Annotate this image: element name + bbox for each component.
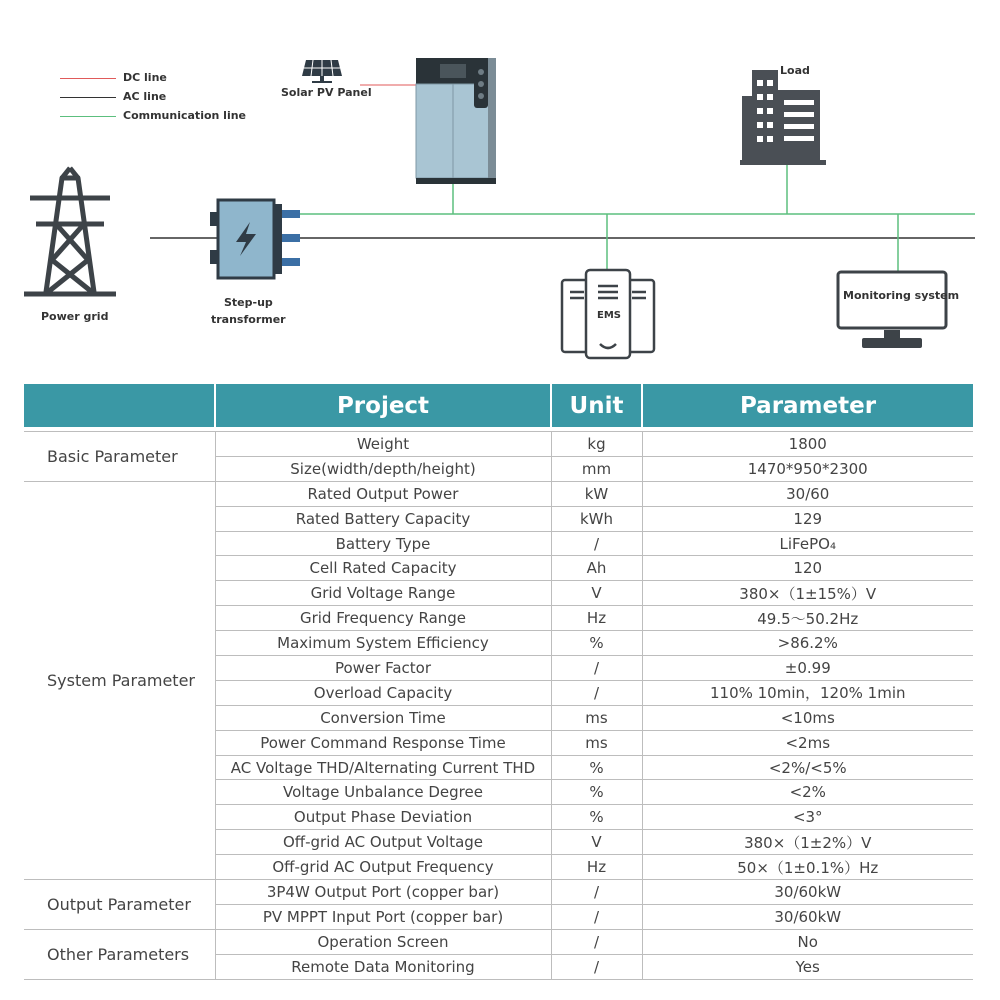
load-label: Load: [780, 64, 810, 77]
transformer-label-1: Step-up: [224, 296, 273, 309]
project-cell: Off-grid AC Output Voltage: [215, 830, 551, 855]
unit-cell: kWh: [551, 506, 642, 531]
table-row: [24, 481, 973, 506]
project-cell: Output Phase Deviation: [215, 805, 551, 830]
header-group: [24, 384, 215, 427]
unit-cell: %: [551, 780, 642, 805]
project-cell: Weight: [215, 432, 551, 457]
solar-label: Solar PV Panel: [281, 86, 372, 99]
unit-cell: kW: [551, 481, 642, 506]
header-project: Project: [215, 384, 551, 427]
group-cell: Basic Parameter: [24, 432, 215, 482]
unit-cell: ms: [551, 730, 642, 755]
parameter-cell: 50×（1±0.1%）Hz: [642, 855, 973, 880]
unit-cell: %: [551, 755, 642, 780]
unit-cell: %: [551, 805, 642, 830]
table-row: [24, 432, 973, 457]
unit-cell: V: [551, 830, 642, 855]
parameter-cell: 30/60kW: [642, 880, 973, 905]
solar-panel-icon: [302, 60, 342, 83]
unit-cell: Hz: [551, 855, 642, 880]
unit-cell: /: [551, 954, 642, 979]
legend-ac-label: AC line: [123, 90, 167, 103]
unit-cell: /: [551, 656, 642, 681]
project-cell: Remote Data Monitoring: [215, 954, 551, 979]
project-cell: PV MPPT Input Port (copper bar): [215, 904, 551, 929]
project-cell: Power Command Response Time: [215, 730, 551, 755]
project-cell: AC Voltage THD/Alternating Current THD: [215, 755, 551, 780]
transformer-label-2: transformer: [211, 313, 286, 326]
table-row: [24, 929, 973, 954]
unit-cell: /: [551, 904, 642, 929]
project-cell: Rated Battery Capacity: [215, 506, 551, 531]
project-cell: Rated Output Power: [215, 481, 551, 506]
legend-comm-label: Communication line: [123, 109, 247, 122]
parameter-cell: <2%: [642, 780, 973, 805]
legend-dc-label: DC line: [123, 71, 167, 84]
table-row: [24, 880, 973, 905]
parameter-cell: 1470*950*2300: [642, 456, 973, 481]
parameter-cell: <2%/<5%: [642, 755, 973, 780]
transformer-icon: [210, 200, 300, 278]
unit-cell: V: [551, 581, 642, 606]
group-cell: Other Parameters: [24, 929, 215, 979]
project-cell: Grid Frequency Range: [215, 606, 551, 631]
parameter-cell: 30/60: [642, 481, 973, 506]
parameter-cell: 129: [642, 506, 973, 531]
parameter-cell: 380×（1±15%）V: [642, 581, 973, 606]
unit-cell: mm: [551, 456, 642, 481]
project-cell: Battery Type: [215, 531, 551, 556]
group-cell: System Parameter: [24, 481, 215, 879]
project-cell: Size(width/depth/height): [215, 456, 551, 481]
project-cell: 3P4W Output Port (copper bar): [215, 880, 551, 905]
table-header-row: [24, 384, 973, 427]
spec-table: [24, 384, 973, 980]
header-parameter: Parameter: [642, 384, 973, 427]
project-cell: Cell Rated Capacity: [215, 556, 551, 581]
storage-cabinet-icon: [416, 58, 496, 184]
parameter-cell: 1800: [642, 432, 973, 457]
unit-cell: /: [551, 531, 642, 556]
system-diagram: [0, 0, 1000, 372]
unit-cell: /: [551, 929, 642, 954]
parameter-cell: <10ms: [642, 705, 973, 730]
parameter-cell: Yes: [642, 954, 973, 979]
unit-cell: /: [551, 680, 642, 705]
project-cell: Overload Capacity: [215, 680, 551, 705]
parameter-cell: <2ms: [642, 730, 973, 755]
project-cell: Off-grid AC Output Frequency: [215, 855, 551, 880]
parameter-cell: 49.5～50.2Hz: [642, 606, 973, 631]
parameter-cell: >86.2%: [642, 631, 973, 656]
building-icon: [740, 70, 826, 165]
unit-cell: %: [551, 631, 642, 656]
project-cell: Grid Voltage Range: [215, 581, 551, 606]
parameter-cell: No: [642, 929, 973, 954]
parameter-cell: <3°: [642, 805, 973, 830]
parameter-cell: ±0.99: [642, 656, 973, 681]
parameter-cell: 120: [642, 556, 973, 581]
unit-cell: Ah: [551, 556, 642, 581]
project-cell: Conversion Time: [215, 705, 551, 730]
ems-label: EMS: [597, 310, 621, 321]
unit-cell: kg: [551, 432, 642, 457]
spec-table-body: [24, 432, 973, 980]
group-cell: Output Parameter: [24, 880, 215, 930]
project-cell: Voltage Unbalance Degree: [215, 780, 551, 805]
diagram-graphics: [0, 0, 1000, 372]
project-cell: Power Factor: [215, 656, 551, 681]
unit-cell: ms: [551, 705, 642, 730]
header-unit: Unit: [551, 384, 642, 427]
power-tower-icon: [24, 168, 116, 294]
project-cell: Maximum System Efficiency: [215, 631, 551, 656]
project-cell: Operation Screen: [215, 929, 551, 954]
monitoring-label: Monitoring system: [843, 289, 960, 302]
monitor-icon: [838, 272, 946, 348]
unit-cell: /: [551, 880, 642, 905]
parameter-cell: LiFePO₄: [642, 531, 973, 556]
parameter-cell: 110% 10min，120% 1min: [642, 680, 973, 705]
unit-cell: Hz: [551, 606, 642, 631]
parameter-cell: 380×（1±2%）V: [642, 830, 973, 855]
grid-label: Power grid: [41, 310, 109, 323]
parameter-cell: 30/60kW: [642, 904, 973, 929]
